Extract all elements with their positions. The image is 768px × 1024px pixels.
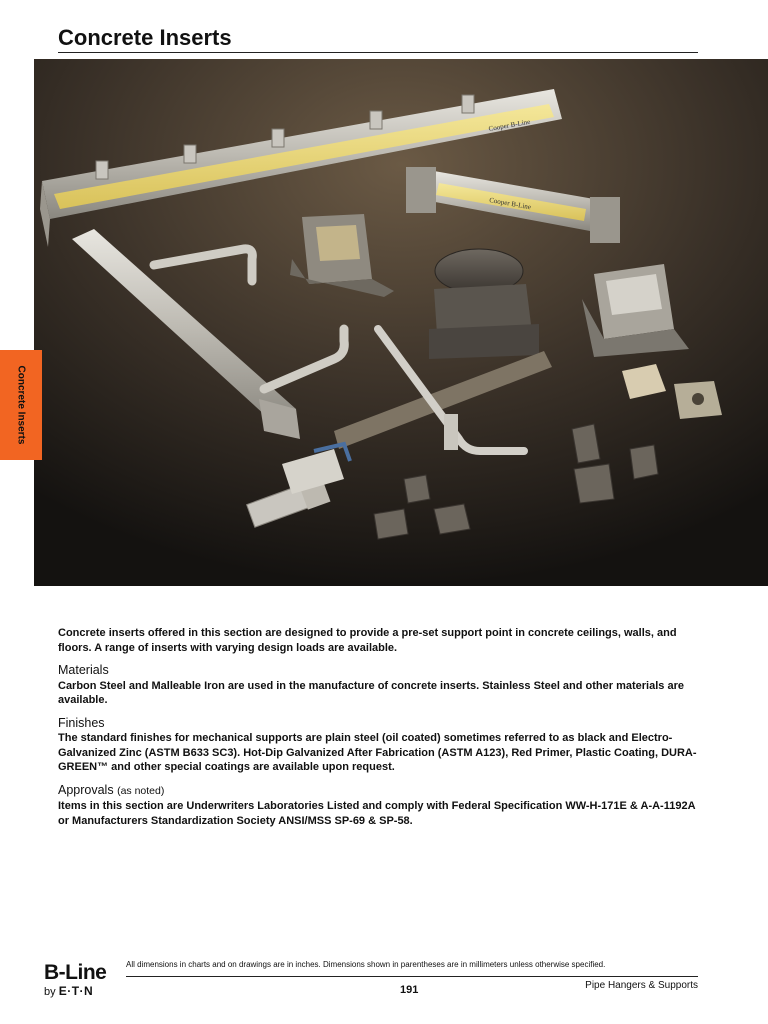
approvals-heading bbox=[58, 783, 698, 799]
product-photo bbox=[34, 59, 768, 586]
channel-short-label: Cooper B-Line bbox=[488, 196, 532, 212]
finishes-body: The standard finishes for mechanical supports are plain steel (oil coated) sometimes referred to as black and Electro-Galvanized Zinc (ASTM B633 SC3). Hot-Dip Galvanized After Fabrication (ASTM A123), Red Primer, Plastic Coating, DURA-GREEN™ and other special coatings are available upon request. bbox=[58, 732, 697, 773]
page-number: 191 bbox=[400, 984, 419, 996]
page-title: Concrete Inserts bbox=[58, 25, 232, 50]
finishes-heading-text: Finishes bbox=[58, 715, 105, 730]
product-photo-illustration bbox=[34, 59, 768, 586]
channel-label: Cooper B-Line bbox=[487, 117, 531, 133]
approvals-note: (as noted) bbox=[117, 784, 165, 797]
logo-by-text: by bbox=[44, 986, 56, 998]
section-side-tab bbox=[0, 350, 42, 460]
intro-paragraph: Concrete inserts offered in this section are designed to provide a pre-set support point in concrete ceilings, walls, and floors. A range of inserts with varying design loads are available. bbox=[58, 627, 677, 654]
title-divider bbox=[58, 52, 698, 53]
content-body bbox=[58, 626, 698, 828]
bline-logo bbox=[44, 962, 106, 999]
approvals-body: Items in this section are Underwriters Laboratories Listed and comply with Federal Specification WW-H-171E & A-A-1192A or Manufacturers Standardization Society ANSI/MSS SP-69 & SP-58. bbox=[58, 800, 696, 827]
finishes-heading bbox=[58, 716, 698, 731]
logo-byline bbox=[44, 984, 106, 999]
materials-heading-text: Materials bbox=[58, 663, 109, 677]
dimensions-footnote: All dimensions in charts and on drawings are in inches. Dimensions shown in parentheses are in millimeters unless otherwise specified. bbox=[126, 960, 606, 969]
approvals-heading-text: Approvals bbox=[58, 782, 114, 797]
materials-body: Carbon Steel and Malleable Iron are used in the manufacture of concrete inserts. Stainless Steel and other materials are available. bbox=[58, 679, 684, 706]
materials-heading bbox=[58, 663, 698, 678]
logo-brand: B-Line bbox=[44, 961, 107, 984]
footer-section-name: Pipe Hangers & Supports bbox=[585, 980, 698, 991]
footer-divider bbox=[126, 976, 698, 977]
logo-company: E·T·N bbox=[58, 984, 94, 998]
side-tab-label: Concrete Inserts bbox=[15, 365, 27, 445]
